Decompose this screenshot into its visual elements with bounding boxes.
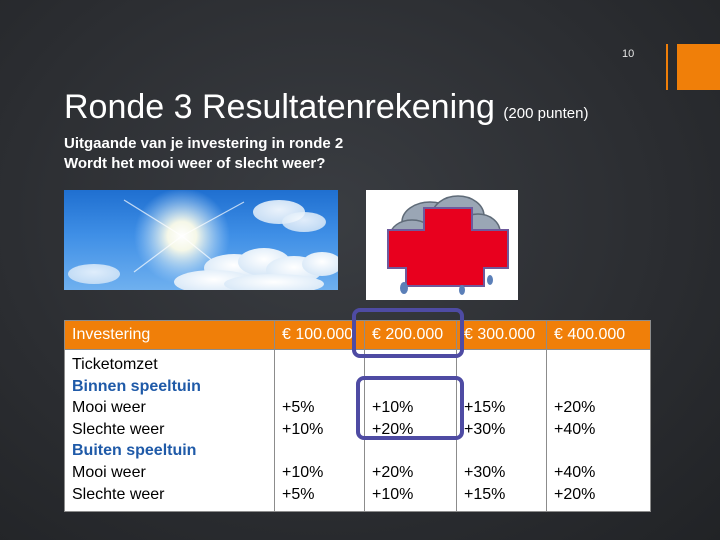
- val-3-indoor-bad: +30%: [464, 420, 506, 438]
- highlight-box-values: [356, 376, 464, 440]
- sunny-sky-photo: [64, 190, 338, 290]
- label-ticketomzet: Ticketomzet: [72, 356, 158, 373]
- val-4-indoor-good: +20%: [554, 399, 596, 417]
- slide-title-points: (200 punten): [503, 105, 589, 122]
- val-2-indoor-bad: +20%: [372, 420, 414, 438]
- val-3-indoor-good: +15%: [464, 399, 506, 417]
- val-1-indoor-bad: +10%: [282, 420, 324, 438]
- value-cell-col-3: [457, 350, 547, 512]
- val-3-outdoor-bad: +15%: [464, 485, 506, 503]
- val-3-outdoor-good: +30%: [464, 463, 506, 481]
- slide-title: [64, 88, 589, 127]
- slide-subtitle: [64, 134, 343, 174]
- header-col-3: € 300.000: [457, 321, 547, 350]
- highlight-box-header: [352, 308, 464, 358]
- label-buiten-speeltuin: Buiten speeltuin: [72, 442, 197, 460]
- label-outdoor-good: Mooi weer: [72, 463, 146, 481]
- label-binnen-speeltuin: Binnen speeltuin: [72, 377, 201, 395]
- value-cell-col-1: [275, 350, 365, 512]
- val-2-indoor-good: +10%: [372, 399, 414, 417]
- val-4-outdoor-good: +40%: [554, 463, 596, 481]
- header-investering: Investering: [65, 321, 275, 350]
- val-1-outdoor-good: +10%: [282, 463, 324, 481]
- label-indoor-good: Mooi weer: [72, 399, 146, 417]
- val-2-outdoor-good: +20%: [372, 463, 414, 481]
- accent-bar-block: [677, 44, 720, 90]
- header-col-2: € 200.000: [365, 321, 457, 350]
- val-4-outdoor-bad: +20%: [554, 485, 596, 503]
- subtitle-line-1: Uitgaande van je investering in ronde 2: [64, 135, 344, 152]
- row-labels-cell: [65, 350, 275, 512]
- accent-bar-thin: [666, 44, 668, 90]
- header-col-4: € 400.000: [547, 321, 651, 350]
- value-cell-col-4: [547, 350, 651, 512]
- label-outdoor-bad: Slechte weer: [72, 485, 165, 503]
- subtitle-line-2: Wordt het mooi weer of slecht weer?: [64, 155, 326, 172]
- bad-weather-image: [366, 190, 518, 300]
- page-number: 10: [622, 48, 635, 60]
- slide-title-main: Ronde 3 Resultatenrekening: [64, 88, 495, 126]
- label-indoor-bad: Slechte weer: [72, 420, 165, 438]
- val-1-indoor-good: +5%: [282, 399, 315, 417]
- val-2-outdoor-bad: +10%: [372, 485, 414, 503]
- sun-icon: [64, 190, 338, 290]
- val-1-outdoor-bad: +5%: [282, 485, 315, 503]
- rain-cloud-icon: [366, 190, 518, 300]
- val-4-indoor-bad: +40%: [554, 420, 596, 438]
- header-col-1: € 100.000: [275, 321, 365, 350]
